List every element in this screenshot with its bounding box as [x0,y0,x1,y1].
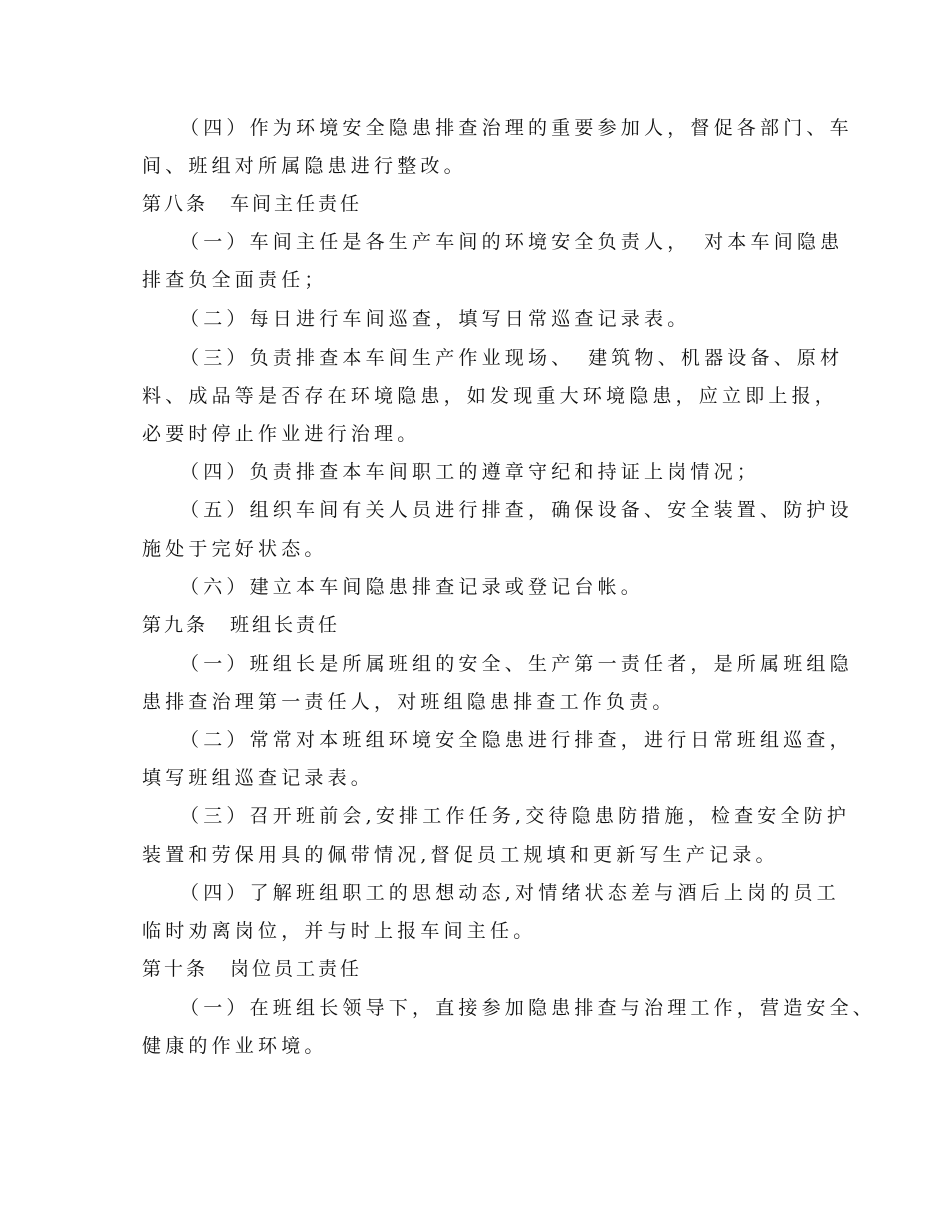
article-heading: 第十条 岗位员工责任 [142,958,363,980]
paragraph-line: 必要时停止作业进行治理。 [142,423,421,445]
paragraph-line: （二）每日进行车间巡查，填写日常巡查记录表。 [180,308,691,330]
paragraph-line: （五）组织车间有关人员进行排查，确保设备、安全装置、防护设 [180,499,853,521]
paragraph-line: 健康的作业环境。 [142,1035,328,1057]
paragraph-line: （一）班组长是所属班组的安全、生产第一责任者，是所属班组隐 [180,653,853,675]
paragraph-line: 临时劝离岗位，并与时上报车间主任。 [142,920,537,942]
paragraph-line: （一）车间主任是各生产车间的环境安全负责人， 对本车间隐患 [180,231,844,253]
paragraph-line: 排查负全面责任； [142,269,328,291]
paragraph-line: 料、成品等是否存在环境隐患，如发现重大环境隐患，应立即上报， [142,385,839,407]
paragraph-line: （四）作为环境安全隐患排查治理的重要参加人，督促各部门、车 [180,117,853,139]
paragraph-line: 间、班组对所属隐患进行整改。 [142,155,467,177]
paragraph-line: （二）常常对本班组环境安全隐患进行排查，进行日常班组巡查， [180,729,853,751]
paragraph-line: （四）负责排查本车间职工的遵章守纪和持证上岗情况； [180,461,761,483]
article-heading: 第九条 班组长责任 [142,614,341,636]
paragraph-line: （三）负责排查本车间生产作业现场、 建筑物、机器设备、原材 [180,347,844,369]
paragraph-line: 填写班组巡查记录表。 [142,767,375,789]
paragraph-line: （六）建立本车间隐患排查记录或登记台帐。 [180,576,645,598]
paragraph-line: （四）了解班组职工的思想动态,对情绪状态差与酒后上岗的员工 [180,882,840,904]
paragraph-line: （三）召开班前会,安排工作任务,交待隐患防措施，检查安全防护 [180,805,851,827]
paragraph-line: （一）在班组长领导下，直接参加隐患排查与治理工作，营造安全、 [180,997,877,1019]
paragraph-line: 施处于完好状态。 [142,538,328,560]
paragraph-line: 患排查治理第一责任人，对班组隐患排查工作负责。 [142,691,676,713]
article-heading: 第八条 车间主任责任 [142,193,363,215]
paragraph-line: 装置和劳保用具的佩带情况,督促员工规填和更新写生产记录。 [142,844,779,866]
